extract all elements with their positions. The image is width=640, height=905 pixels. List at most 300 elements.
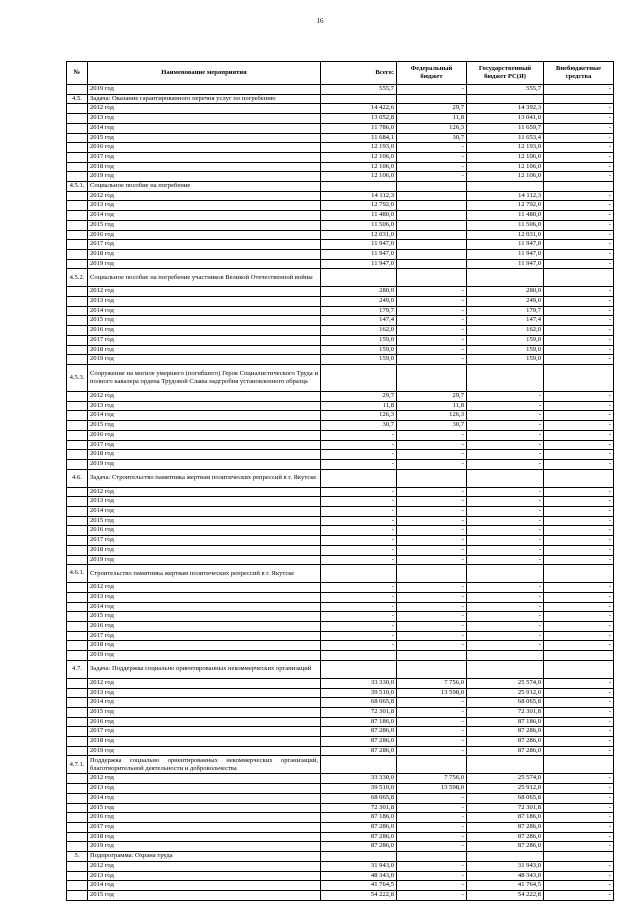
table-row bbox=[67, 707, 614, 717]
cell-number bbox=[67, 651, 88, 661]
cell-federal: - bbox=[397, 459, 467, 469]
cell-offbudget: - bbox=[544, 211, 614, 221]
cell-regional: 87 286,0 bbox=[467, 823, 544, 833]
cell-empty bbox=[397, 756, 467, 774]
cell-number bbox=[67, 622, 88, 632]
cell-number bbox=[67, 326, 88, 336]
cell-offbudget: - bbox=[544, 401, 614, 411]
table-row bbox=[67, 201, 614, 211]
cell-number bbox=[67, 717, 88, 727]
cell-total: 87 286,0 bbox=[321, 727, 397, 737]
table-row bbox=[67, 881, 614, 891]
cell-regional: 14 392,3 bbox=[467, 104, 544, 114]
cell-year: 2017 год bbox=[88, 240, 321, 250]
cell-number: 5. bbox=[67, 852, 88, 862]
cell-total: 54 222,8 bbox=[321, 890, 397, 900]
cell-empty bbox=[321, 852, 397, 862]
cell-offbudget bbox=[544, 651, 614, 661]
cell-total: 159,0 bbox=[321, 355, 397, 365]
table-row bbox=[67, 555, 614, 565]
cell-offbudget: - bbox=[544, 306, 614, 316]
table-row bbox=[67, 421, 614, 431]
cell-regional: - bbox=[467, 631, 544, 641]
cell-federal: - bbox=[397, 536, 467, 546]
cell-regional: 12 193,0 bbox=[467, 143, 544, 153]
cell-empty bbox=[467, 94, 544, 104]
cell-federal: - bbox=[397, 622, 467, 632]
cell-year: 2012 год bbox=[88, 487, 321, 497]
cell-number bbox=[67, 152, 88, 162]
cell-regional: 87 186,0 bbox=[467, 813, 544, 823]
cell-number bbox=[67, 612, 88, 622]
cell-year: 2019 год bbox=[88, 555, 321, 565]
cell-regional: - bbox=[467, 545, 544, 555]
cell-total: - bbox=[321, 583, 397, 593]
cell-empty bbox=[397, 269, 467, 287]
cell-year: 2015 год bbox=[88, 516, 321, 526]
table-row bbox=[67, 335, 614, 345]
cell-total: 12 193,0 bbox=[321, 143, 397, 153]
cell-empty bbox=[467, 660, 544, 678]
table-row bbox=[67, 507, 614, 517]
cell-offbudget: - bbox=[544, 536, 614, 546]
cell-total: 30,7 bbox=[321, 421, 397, 431]
cell-number bbox=[67, 316, 88, 326]
cell-number bbox=[67, 220, 88, 230]
cell-year: 2013 год bbox=[88, 114, 321, 124]
cell-empty bbox=[321, 469, 397, 487]
cell-federal: - bbox=[397, 355, 467, 365]
table-row bbox=[67, 803, 614, 813]
cell-number bbox=[67, 536, 88, 546]
table-row bbox=[67, 326, 614, 336]
cell-year: 2013 год bbox=[88, 497, 321, 507]
cell-year: 2019 год bbox=[88, 651, 321, 661]
table-row bbox=[67, 545, 614, 555]
table-row bbox=[67, 890, 614, 900]
header-name: Наименование мероприятия bbox=[88, 62, 321, 85]
table-row bbox=[67, 411, 614, 421]
cell-number bbox=[67, 881, 88, 891]
cell-number bbox=[67, 85, 88, 95]
cell-year: 2014 год bbox=[88, 507, 321, 517]
table-row bbox=[67, 717, 614, 727]
cell-number bbox=[67, 784, 88, 794]
cell-year: 2014 год bbox=[88, 123, 321, 133]
cell-year: 2015 год bbox=[88, 612, 321, 622]
cell-year: 2013 год bbox=[88, 297, 321, 307]
cell-number bbox=[67, 890, 88, 900]
header-federal: Федеральный бюджет bbox=[397, 62, 467, 85]
table-row bbox=[67, 259, 614, 269]
cell-total: 87 186,0 bbox=[321, 717, 397, 727]
cell-number bbox=[67, 123, 88, 133]
cell-total: 68 065,8 bbox=[321, 698, 397, 708]
cell-regional: - bbox=[467, 602, 544, 612]
table-row bbox=[67, 746, 614, 756]
section-row bbox=[67, 469, 614, 487]
cell-federal: - bbox=[397, 497, 467, 507]
cell-regional: 11 506,0 bbox=[467, 220, 544, 230]
cell-regional: 12 106,0 bbox=[467, 172, 544, 182]
cell-offbudget: - bbox=[544, 172, 614, 182]
cell-total: - bbox=[321, 555, 397, 565]
cell-empty bbox=[544, 852, 614, 862]
cell-total: 11 947,0 bbox=[321, 240, 397, 250]
cell-regional: 11 947,0 bbox=[467, 249, 544, 259]
cell-offbudget: - bbox=[544, 516, 614, 526]
cell-year: 2014 год bbox=[88, 602, 321, 612]
cell-offbudget: - bbox=[544, 737, 614, 747]
cell-total: - bbox=[321, 507, 397, 517]
cell-total: 162,0 bbox=[321, 326, 397, 336]
cell-number bbox=[67, 391, 88, 401]
cell-year: 2016 год bbox=[88, 430, 321, 440]
cell-total: 12 792,0 bbox=[321, 201, 397, 211]
cell-number bbox=[67, 746, 88, 756]
cell-empty bbox=[544, 94, 614, 104]
cell-offbudget: - bbox=[544, 411, 614, 421]
cell-regional: - bbox=[467, 497, 544, 507]
cell-number bbox=[67, 487, 88, 497]
cell-total: - bbox=[321, 526, 397, 536]
table-row bbox=[67, 306, 614, 316]
header-regional: Государственный бюджет РС(Я) bbox=[467, 62, 544, 85]
cell-total: - bbox=[321, 430, 397, 440]
cell-number bbox=[67, 793, 88, 803]
cell-offbudget: - bbox=[544, 842, 614, 852]
cell-offbudget: - bbox=[544, 793, 614, 803]
header-total: Всего: bbox=[321, 62, 397, 85]
cell-regional: - bbox=[467, 592, 544, 602]
cell-offbudget: - bbox=[544, 201, 614, 211]
cell-offbudget: - bbox=[544, 678, 614, 688]
cell-regional: 25 912,0 bbox=[467, 784, 544, 794]
cell-federal: - bbox=[397, 162, 467, 172]
cell-federal bbox=[397, 211, 467, 221]
table-row bbox=[67, 152, 614, 162]
cell-regional: - bbox=[467, 622, 544, 632]
cell-offbudget: - bbox=[544, 784, 614, 794]
cell-empty bbox=[321, 565, 397, 583]
cell-offbudget: - bbox=[544, 316, 614, 326]
cell-year: 2013 год bbox=[88, 201, 321, 211]
cell-federal: - bbox=[397, 641, 467, 651]
cell-offbudget: - bbox=[544, 297, 614, 307]
cell-regional: 280,0 bbox=[467, 287, 544, 297]
cell-number bbox=[67, 803, 88, 813]
cell-total: 126,3 bbox=[321, 411, 397, 421]
cell-section-title: Социальное пособие на погребение bbox=[88, 182, 321, 192]
table-row bbox=[67, 592, 614, 602]
table-row bbox=[67, 133, 614, 143]
cell-empty bbox=[467, 565, 544, 583]
cell-year: 2013 год bbox=[88, 871, 321, 881]
cell-offbudget: - bbox=[544, 612, 614, 622]
cell-offbudget: - bbox=[544, 152, 614, 162]
cell-year: 2015 год bbox=[88, 133, 321, 143]
cell-federal: - bbox=[397, 345, 467, 355]
cell-offbudget: - bbox=[544, 230, 614, 240]
cell-number bbox=[67, 259, 88, 269]
cell-offbudget: - bbox=[544, 497, 614, 507]
cell-year: 2019 год bbox=[88, 459, 321, 469]
cell-number: 4.5.3. bbox=[67, 364, 88, 391]
cell-offbudget: - bbox=[544, 459, 614, 469]
cell-empty bbox=[321, 182, 397, 192]
cell-year: 2017 год bbox=[88, 631, 321, 641]
cell-regional: 159,0 bbox=[467, 355, 544, 365]
table-row bbox=[67, 602, 614, 612]
cell-regional: 25 574,0 bbox=[467, 774, 544, 784]
cell-number bbox=[67, 133, 88, 143]
cell-year: 2013 год bbox=[88, 688, 321, 698]
cell-total: - bbox=[321, 450, 397, 460]
cell-regional: 249,0 bbox=[467, 297, 544, 307]
cell-offbudget: - bbox=[544, 440, 614, 450]
cell-regional: - bbox=[467, 516, 544, 526]
cell-number bbox=[67, 459, 88, 469]
cell-empty bbox=[544, 364, 614, 391]
cell-total: 12 106,0 bbox=[321, 162, 397, 172]
cell-year: 2013 год bbox=[88, 784, 321, 794]
page-number: 16 bbox=[316, 17, 324, 25]
cell-regional: 87 286,0 bbox=[467, 832, 544, 842]
cell-federal: - bbox=[397, 746, 467, 756]
cell-section-title: Подпрограмма: Охрана труда bbox=[88, 852, 321, 862]
cell-year: 2014 год bbox=[88, 793, 321, 803]
section-row bbox=[67, 660, 614, 678]
cell-total: 11,8 bbox=[321, 401, 397, 411]
cell-number bbox=[67, 688, 88, 698]
cell-year: 2017 год bbox=[88, 823, 321, 833]
cell-regional: - bbox=[467, 440, 544, 450]
table-row bbox=[67, 345, 614, 355]
cell-regional: 11 947,0 bbox=[467, 259, 544, 269]
header-offbudget: Внебюджетные средства bbox=[544, 62, 614, 85]
cell-total: 33 330,0 bbox=[321, 678, 397, 688]
table-row bbox=[67, 114, 614, 124]
cell-year: 2015 год bbox=[88, 890, 321, 900]
cell-total: - bbox=[321, 602, 397, 612]
cell-year: 2018 год bbox=[88, 832, 321, 842]
cell-total: 11 786,0 bbox=[321, 123, 397, 133]
cell-number bbox=[67, 114, 88, 124]
cell-federal: - bbox=[397, 832, 467, 842]
cell-regional: 159,0 bbox=[467, 335, 544, 345]
table-row bbox=[67, 727, 614, 737]
cell-regional: - bbox=[467, 450, 544, 460]
cell-offbudget: - bbox=[544, 631, 614, 641]
cell-federal: - bbox=[397, 545, 467, 555]
cell-regional: 12 792,0 bbox=[467, 201, 544, 211]
table-row bbox=[67, 784, 614, 794]
cell-offbudget: - bbox=[544, 259, 614, 269]
cell-federal: 30,7 bbox=[397, 133, 467, 143]
cell-number: 4.5. bbox=[67, 94, 88, 104]
cell-federal: - bbox=[397, 737, 467, 747]
cell-offbudget: - bbox=[544, 240, 614, 250]
cell-federal: - bbox=[397, 172, 467, 182]
cell-federal: 29,7 bbox=[397, 104, 467, 114]
cell-total: 72 301,8 bbox=[321, 707, 397, 717]
cell-offbudget: - bbox=[544, 890, 614, 900]
cell-number: 4.6. bbox=[67, 469, 88, 487]
cell-empty bbox=[467, 756, 544, 774]
cell-number bbox=[67, 306, 88, 316]
cell-number bbox=[67, 411, 88, 421]
cell-year: 2019 год bbox=[88, 172, 321, 182]
cell-number bbox=[67, 450, 88, 460]
cell-federal: 126,3 bbox=[397, 411, 467, 421]
cell-empty bbox=[544, 756, 614, 774]
cell-regional: 162,0 bbox=[467, 326, 544, 336]
cell-federal: - bbox=[397, 861, 467, 871]
cell-offbudget: - bbox=[544, 707, 614, 717]
cell-number bbox=[67, 211, 88, 221]
cell-empty bbox=[321, 269, 397, 287]
cell-regional: 87 286,0 bbox=[467, 737, 544, 747]
cell-offbudget: - bbox=[544, 555, 614, 565]
table-row bbox=[67, 688, 614, 698]
cell-number bbox=[67, 335, 88, 345]
cell-regional: - bbox=[467, 459, 544, 469]
table-row bbox=[67, 678, 614, 688]
cell-regional: 11 653,4 bbox=[467, 133, 544, 143]
cell-empty bbox=[397, 852, 467, 862]
table-row bbox=[67, 211, 614, 221]
cell-federal: - bbox=[397, 727, 467, 737]
cell-total: - bbox=[321, 487, 397, 497]
cell-year: 2012 год bbox=[88, 287, 321, 297]
cell-number bbox=[67, 631, 88, 641]
cell-total: 87 286,0 bbox=[321, 842, 397, 852]
cell-number bbox=[67, 249, 88, 259]
cell-offbudget: - bbox=[544, 583, 614, 593]
table-row bbox=[67, 651, 614, 661]
cell-total: 87 286,0 bbox=[321, 737, 397, 747]
cell-regional: 87 286,0 bbox=[467, 746, 544, 756]
cell-total: - bbox=[321, 631, 397, 641]
section-row bbox=[67, 565, 614, 583]
cell-regional: 179,7 bbox=[467, 306, 544, 316]
cell-year: 2014 год bbox=[88, 411, 321, 421]
cell-year: 2017 год bbox=[88, 152, 321, 162]
cell-year: 2019 год bbox=[88, 259, 321, 269]
cell-regional: - bbox=[467, 411, 544, 421]
cell-total: 280,0 bbox=[321, 287, 397, 297]
cell-federal: - bbox=[397, 487, 467, 497]
cell-federal: - bbox=[397, 583, 467, 593]
cell-federal: - bbox=[397, 297, 467, 307]
cell-regional: 87 286,0 bbox=[467, 727, 544, 737]
cell-offbudget: - bbox=[544, 746, 614, 756]
cell-year: 2019 год bbox=[88, 842, 321, 852]
cell-offbudget: - bbox=[544, 881, 614, 891]
cell-year: 2016 год bbox=[88, 717, 321, 727]
cell-regional: 41 764,5 bbox=[467, 881, 544, 891]
cell-federal: - bbox=[397, 526, 467, 536]
cell-empty bbox=[397, 182, 467, 192]
cell-regional: - bbox=[467, 555, 544, 565]
cell-total: 48 343,0 bbox=[321, 871, 397, 881]
cell-regional bbox=[467, 651, 544, 661]
cell-total: 11 947,0 bbox=[321, 249, 397, 259]
cell-number bbox=[67, 287, 88, 297]
table-row bbox=[67, 842, 614, 852]
cell-section-title: Строительство памятника жертвам политических репрессий в г. Якутске bbox=[88, 565, 321, 583]
cell-regional: 72 301,8 bbox=[467, 803, 544, 813]
cell-offbudget: - bbox=[544, 162, 614, 172]
cell-federal: 13 598,0 bbox=[397, 784, 467, 794]
cell-number bbox=[67, 842, 88, 852]
cell-empty bbox=[397, 660, 467, 678]
cell-number bbox=[67, 104, 88, 114]
cell-federal: - bbox=[397, 326, 467, 336]
cell-federal: - bbox=[397, 707, 467, 717]
cell-federal: - bbox=[397, 890, 467, 900]
cell-year: 2015 год bbox=[88, 220, 321, 230]
cell-total: - bbox=[321, 536, 397, 546]
cell-number bbox=[67, 230, 88, 240]
cell-year: 2015 год bbox=[88, 707, 321, 717]
cell-total: 14 422,6 bbox=[321, 104, 397, 114]
cell-offbudget: - bbox=[544, 823, 614, 833]
table-row bbox=[67, 172, 614, 182]
cell-number bbox=[67, 641, 88, 651]
cell-regional: 25 574,0 bbox=[467, 678, 544, 688]
cell-empty bbox=[467, 469, 544, 487]
cell-year: 2012 год bbox=[88, 861, 321, 871]
cell-total: 87 286,0 bbox=[321, 823, 397, 833]
cell-federal: - bbox=[397, 507, 467, 517]
cell-federal: - bbox=[397, 143, 467, 153]
cell-empty bbox=[467, 852, 544, 862]
cell-number bbox=[67, 240, 88, 250]
cell-year: 2016 год bbox=[88, 813, 321, 823]
cell-year: 2014 год bbox=[88, 306, 321, 316]
cell-number bbox=[67, 861, 88, 871]
table-row bbox=[67, 230, 614, 240]
cell-offbudget: - bbox=[544, 698, 614, 708]
cell-number bbox=[67, 823, 88, 833]
cell-total: 13 052,8 bbox=[321, 114, 397, 124]
cell-regional: 14 112,3 bbox=[467, 191, 544, 201]
cell-offbudget: - bbox=[544, 641, 614, 651]
cell-offbudget: - bbox=[544, 355, 614, 365]
cell-offbudget: - bbox=[544, 507, 614, 517]
section-row bbox=[67, 364, 614, 391]
table-row bbox=[67, 622, 614, 632]
cell-empty bbox=[321, 364, 397, 391]
cell-total: 12 031,0 bbox=[321, 230, 397, 240]
cell-regional: 72 301,8 bbox=[467, 707, 544, 717]
cell-regional: 48 343,0 bbox=[467, 871, 544, 881]
cell-empty bbox=[467, 364, 544, 391]
cell-year: 2015 год bbox=[88, 421, 321, 431]
cell-federal: - bbox=[397, 881, 467, 891]
cell-number bbox=[67, 345, 88, 355]
cell-total: - bbox=[321, 641, 397, 651]
cell-federal: - bbox=[397, 612, 467, 622]
cell-federal: - bbox=[397, 335, 467, 345]
cell-number bbox=[67, 516, 88, 526]
cell-federal: 11,8 bbox=[397, 114, 467, 124]
table-row bbox=[67, 536, 614, 546]
cell-year: 2017 год bbox=[88, 727, 321, 737]
cell-federal: - bbox=[397, 842, 467, 852]
cell-regional: 12 106,0 bbox=[467, 162, 544, 172]
